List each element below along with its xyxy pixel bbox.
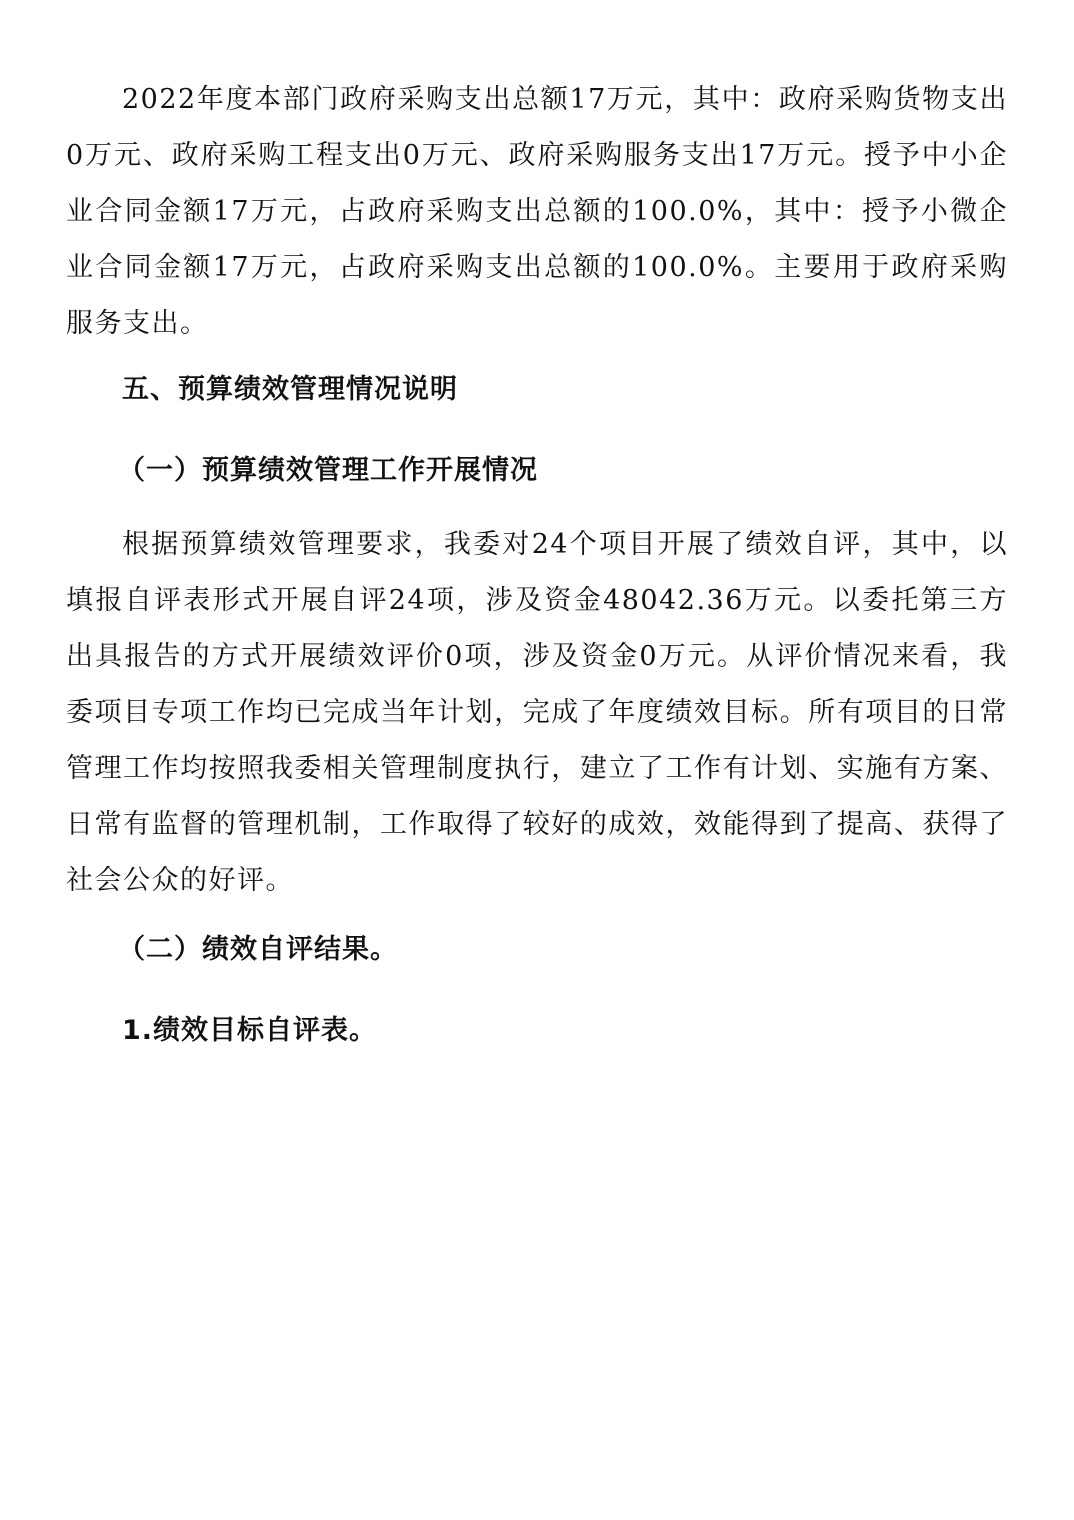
performance-paragraph: 根据预算绩效管理要求，我委对24个项目开展了绩效自评，其中，以填报自评表形式开展自评24项，涉及资金48042.36万元。以委托第三方出具报告的方式开展绩效评价0项，涉及资金0万元。从评价情况来看，我委项目专项工作均已完成当年计划，完成了年度绩效目标。所有项目的日常管理工作均按照我委相关管理制度执行，建立了工作有计划、实施有方案、日常有监督的管理机制，工作取得了较好的成效，效能得到了提高、获得了社会公众的好评。 <box>66 529 1008 896</box>
subsection-two-heading: （二）绩效自评结果。 <box>118 934 398 965</box>
item-one-heading: 1.绩效目标自评表。 <box>122 1015 378 1046</box>
procurement-paragraph: 2022年度本部门政府采购支出总额17万元，其中：政府采购货物支出0万元、政府采购工程支出0万元、政府采购服务支出17万元。授予中小企业合同金额17万元，占政府采购支出总额的100.0%，其中：授予小微企业合同金额17万元，占政府采购支出总额的100.0%。主要用于政府采购服务支出。 <box>66 84 1008 339</box>
subsection-one-heading: （一）预算绩效管理工作开展情况 <box>118 455 538 486</box>
section-five-heading: 五、预算绩效管理情况说明 <box>122 374 458 405</box>
